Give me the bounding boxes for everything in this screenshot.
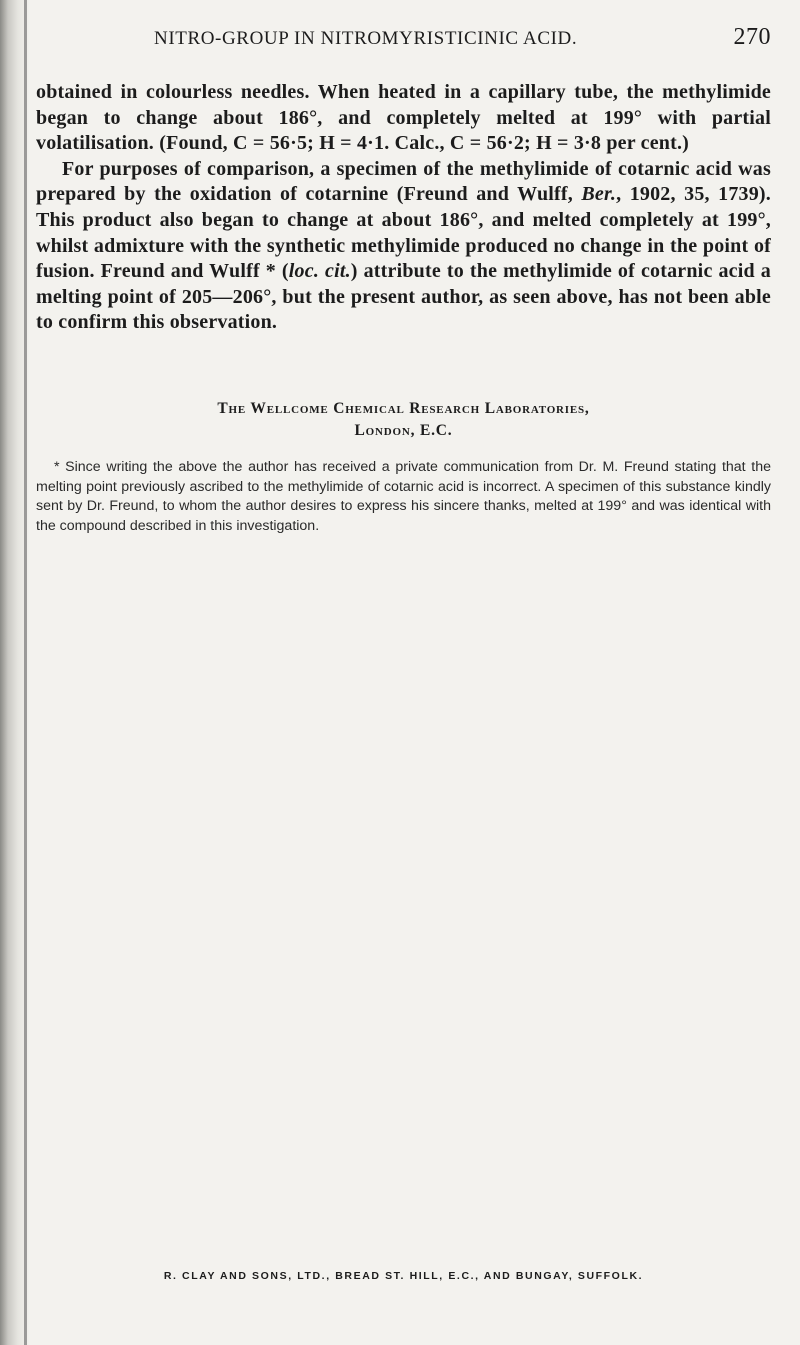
affiliation-city: London, E.C. (354, 422, 453, 439)
body-text (36, 80, 771, 336)
paragraph-2 (36, 157, 771, 336)
paragraph-1: obtained in colourless needles. When heated in a capillary tube, the methylimide began to change about 186°, and completely melted at 199° with partial volatilisation. (Found, C = 56·5; H = 4·1. Calc., C = 56·2; H = 3·8 per cent.) (36, 81, 771, 155)
paragraph-2-part-c: ) attribute to the methylimide of cotarnic acid a melting point of 205—206°, but the present author, as seen above, has not been able to confirm this observation. (36, 260, 771, 334)
affiliation (36, 398, 771, 442)
running-head (36, 24, 771, 54)
citation-ber: Ber. (581, 183, 617, 206)
affiliation-institution: The Wellcome Chemical Research Laboratories, (217, 400, 590, 417)
printer-imprint: R. CLAY AND SONS, LTD., BREAD ST. HILL, E.C., AND BUNGAY, SUFFOLK. (163, 1270, 644, 1282)
citation-loc-cit: loc. cit. (288, 260, 351, 283)
footnote (36, 458, 771, 536)
book-binding-edge (24, 0, 27, 1345)
paragraph-2-part-b: , 1902, 35, 1739). This product also began to change at about 186°, and melted completely at 199°, whilst admixture with the synthetic methylimide produced no change in the point of fusion. Freund and Wulff * ( (36, 183, 771, 283)
paragraph-2-part-a: For purposes of comparison, a specimen of the methylimide of cotarnic acid was prepared by the oxidation of cotarnine (Freund and Wulff, (36, 157, 771, 206)
running-head-title: NITRO-GROUP IN NITROMYRISTICINIC ACID. (154, 28, 578, 49)
page-number: 270 (733, 24, 771, 50)
footnote-text: * Since writing the above the author has received a private communication from Dr. M. Freund stating that the melting point previously ascribed to the methylimide of cotarnic acid is incorrect. A specimen of this substance kindly sent by Dr. Freund, to whom the author desires to express his sincere thanks, melted at 199° and was identical with the compound described in this investigation. (36, 459, 771, 534)
